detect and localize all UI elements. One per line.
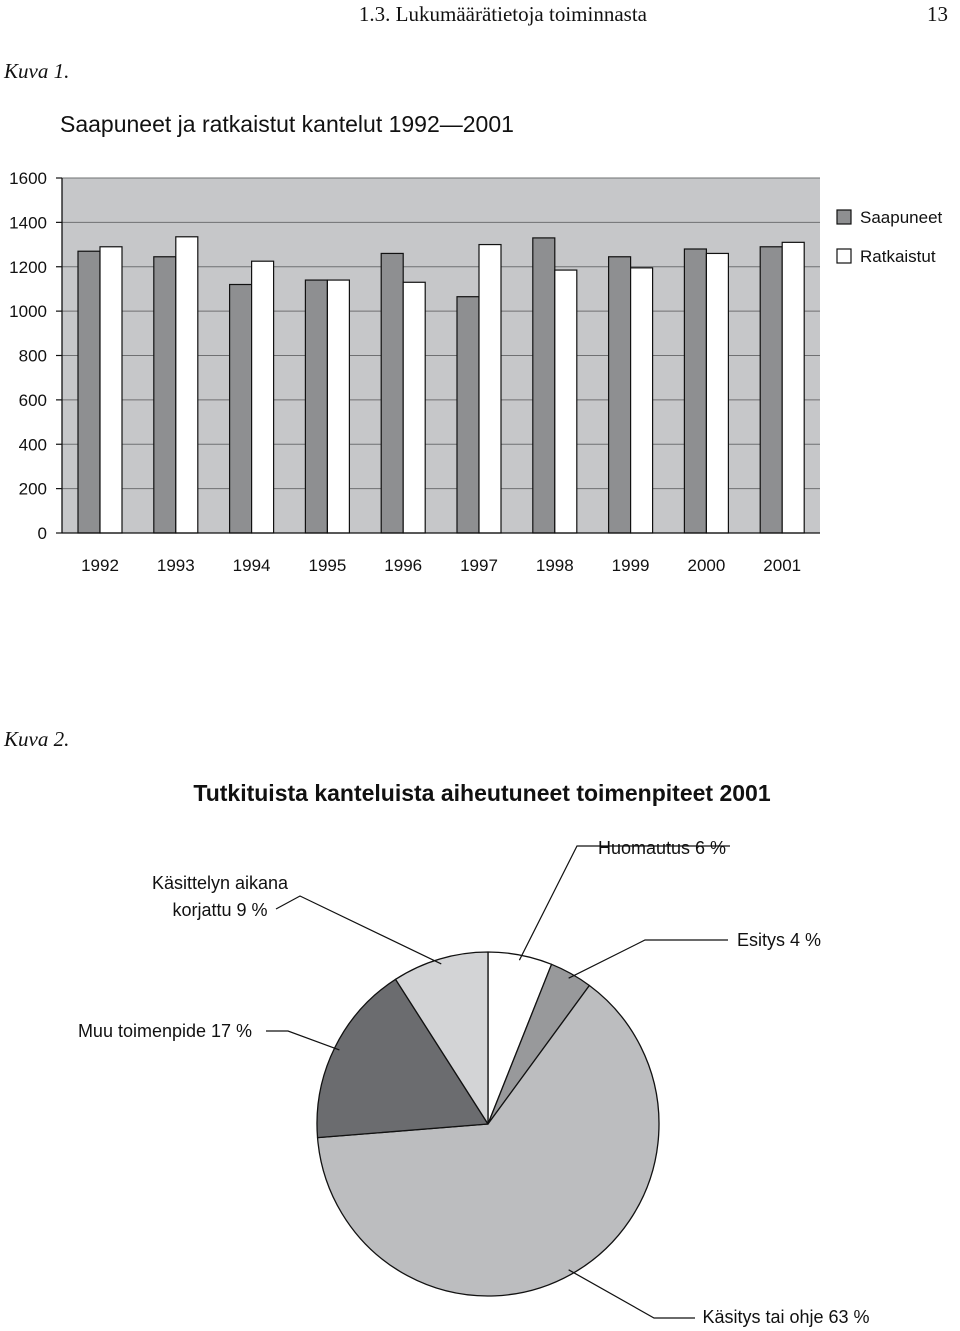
x-tick-label: 1997 [460,556,498,575]
x-tick-label: 2001 [763,556,802,575]
pie-label-2: Käsitys tai ohje 63 % [702,1307,870,1327]
pie-chart-title: Tutkituista kanteluista aiheutuneet toimenpiteet 2001 [193,780,771,806]
y-tick-label: 1000 [9,302,47,322]
y-tick-label: 1400 [9,213,47,233]
y-tick-label: 600 [18,390,47,410]
x-tick-label: 2000 [687,556,726,575]
figure-1-label: Kuva 1. [4,59,70,83]
y-tick-label: 1600 [9,169,47,188]
pie-label-3: Muu toimenpide 17 % [77,1021,253,1041]
y-tick-label: 200 [18,479,47,499]
y-tick-label: 0 [37,524,47,543]
x-tick-label: 1993 [156,556,195,575]
pie-leader-line-4 [276,896,441,964]
pie-label-1: Esitys 4 % [736,930,822,950]
x-tick-label: 1992 [81,556,119,575]
pie-label-0: Huomautus 6 % [597,838,727,858]
page-number: 13 [927,2,948,26]
pie-leader-line-3 [266,1031,339,1050]
figure-2-label: Kuva 2. [4,727,70,751]
section-title: 1.3. Lukumäärätietoja toiminnasta [358,2,647,26]
x-tick-label: 1994 [232,556,271,575]
y-tick-label: 1200 [9,257,47,277]
pie-leader-line-2 [569,1270,695,1318]
pie-label-4: Käsittelyn aikana [151,873,289,893]
y-tick-label: 800 [18,346,47,366]
legend-label-saapuneet: Saapuneet [860,208,943,227]
x-tick-label: 1995 [308,556,347,575]
x-tick-label: 1998 [535,556,574,575]
pie-leader-line-1 [569,940,728,978]
pie-leader-line-0 [519,846,730,960]
bar-chart-title: Saapuneet ja ratkaistut kantelut 1992—2001 [60,111,514,137]
x-tick-label: 1996 [384,556,423,575]
x-tick-label: 1999 [611,556,650,575]
pie-slices [317,952,659,1296]
legend-label-ratkaistut: Ratkaistut [860,247,936,266]
pie-label-4: korjattu 9 % [172,900,268,920]
y-tick-label: 400 [18,435,47,455]
